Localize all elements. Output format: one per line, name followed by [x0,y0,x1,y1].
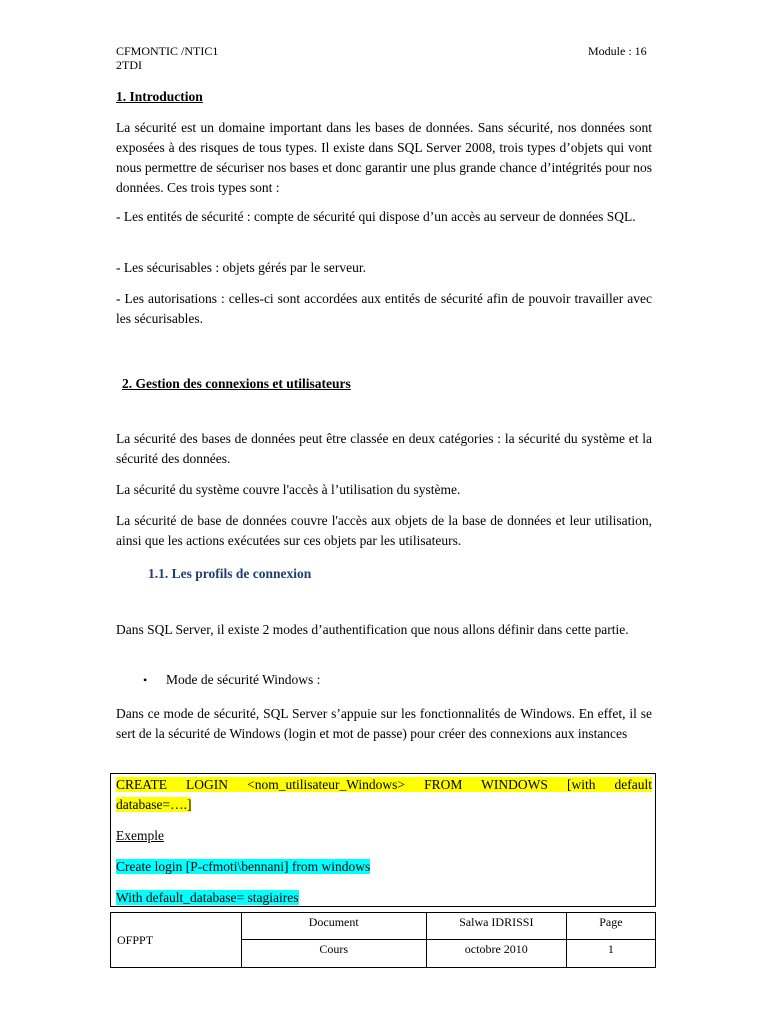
list-item-autorisations: - Les autorisations : celles-ci sont accordées aux entités de sécurité afin de pouvoir travailler avec les sécurisables. [116,291,652,326]
header-org: CFMONTIC /NTIC1 [116,44,219,58]
subsection-title-profils: 1.1. Les profils de connexion [148,566,312,581]
code-syntax-line-1: CREATE LOGIN <nom_utilisateur_Windows> FROM WINDOWS [with default [116,777,652,792]
footer-page-number: 1 [607,942,614,956]
profils-paragraph-2: Dans ce mode de sécurité, SQL Server s’appuie sur les fonctionnalités de Windows. En effet, il se sert de la sécurité de Windows (login et mot de passe) pour créer des connexions aux instances [116,706,652,741]
section-title-introduction: 1. Introduction [116,89,203,104]
footer-table [110,912,656,968]
example-code-1: Create login [P-cfmoti\bennani] from windows [116,859,371,874]
bullet-icon: • [143,673,148,687]
intro-paragraph: La sécurité est un domaine important dans les bases de données. Sans sécurité, nos données sont exposées à des risques de tous types. Il existe dans SQL Server 2008, trois types d’objets qui vont nous permettre de sécuriser nos bases et donc garantir une plus grande chance d’intégrités pour nos données. Ces trois types sont : [116,120,652,195]
gestion-paragraph-2: La sécurité du système couvre l'accès à l’utilisation du système. [116,482,461,497]
header-module: Module : 16 [588,44,647,58]
example-label: Exemple [116,828,164,843]
code-syntax-line-2: database=….] [116,797,192,812]
footer-org: OFPPT [111,913,242,968]
footer-author: Salwa IDRISSI [459,915,534,929]
list-item-securisables: - Les sécurisables : objets gérés par le serveur. [116,260,367,275]
example-line-2 [116,888,299,908]
example-line-1 [116,857,370,877]
gestion-paragraph-3: La sécurité de base de données couvre l'accès aux objets de la base de données et leur utilisation, ainsi que les actions exécutées sur ces objets par les utilisateurs. [116,513,652,548]
example-code-2: With default_database= stagiaires [116,890,299,905]
footer-page-header: Page [599,915,623,929]
profils-paragraph-1: Dans SQL Server, il existe 2 modes d’authentification que nous allons définir dans cette partie. [116,622,629,637]
gestion-paragraph-1: La sécurité des bases de données peut être classée en deux catégories : la sécurité du système et la sécurité des données. [116,431,652,466]
code-line-1 [116,775,652,795]
footer-date: octobre 2010 [464,942,528,956]
list-item-entites: - Les entités de sécurité : compte de sécurité qui dispose d’un accès au serveur de données SQL. [116,209,636,224]
footer-doc-header: Document [308,915,359,929]
section-title-gestion: 2. Gestion des connexions et utilisateurs [122,376,351,391]
footer-doc-type: Cours [319,942,349,956]
code-line-2 [116,795,191,815]
bullet-item-windows: Mode de sécurité Windows : [166,672,321,687]
header-class: 2TDI [116,58,142,72]
